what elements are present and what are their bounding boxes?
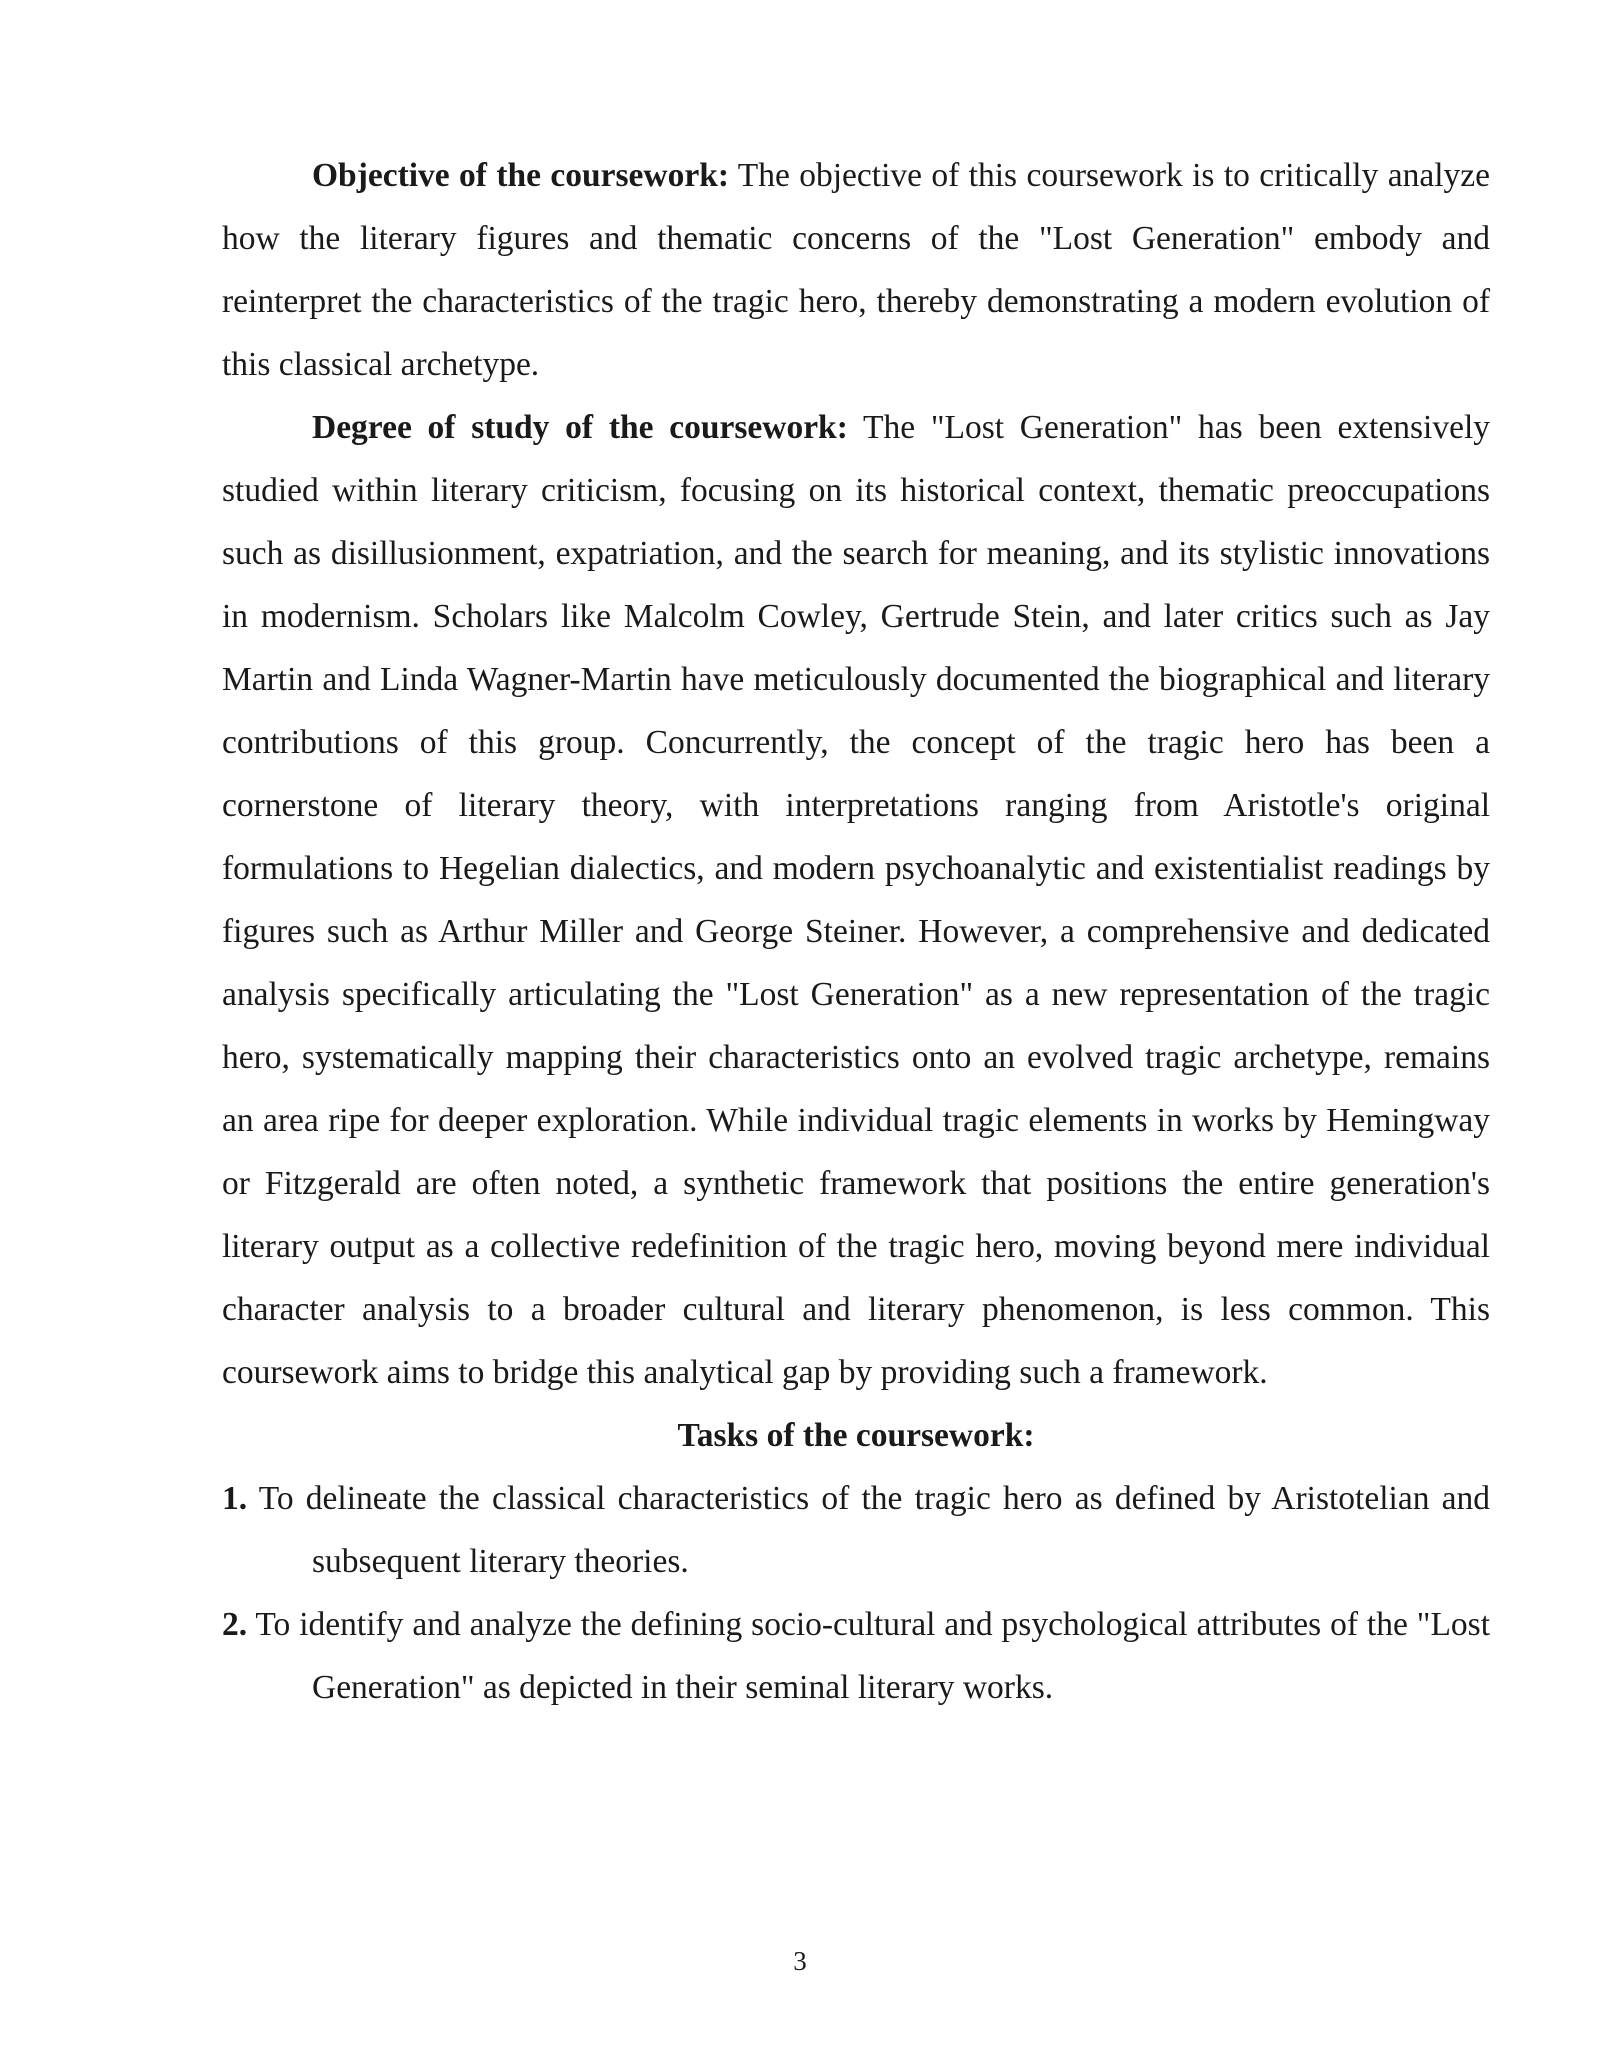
task-text: To identify and analyze the defining socio-cultural and psychological attributes of the "Lost Generation" as depicted in their seminal literary works.: [247, 1606, 1490, 1706]
tasks-heading: Tasks of the coursework:: [677, 1417, 1035, 1454]
task-item-2: [222, 1593, 1490, 1719]
page-number: 3: [793, 1946, 807, 1976]
task-number: 2.: [222, 1606, 248, 1643]
document-page: [222, 144, 1490, 1719]
task-item-1: [222, 1467, 1490, 1593]
task-text: To delineate the classical characteristics of the tragic hero as defined by Aristotelian and subsequent literary theories.: [247, 1480, 1490, 1580]
degree-paragraph: [222, 396, 1490, 1404]
objective-label: Objective of the coursework:: [312, 157, 729, 194]
task-number: 1.: [222, 1480, 248, 1517]
objective-text: The objective of this coursework is to critically analyze how the literary figures and thematic concerns of the "Lost Generation" embody and reinterpret the characteristics of the tragic hero, thereby demonstrating a modern evolution of this classical archetype.: [222, 157, 1490, 383]
objective-paragraph: [222, 144, 1490, 396]
degree-label: Degree of study of the coursework:: [312, 409, 848, 446]
degree-text: The "Lost Generation" has been extensively studied within literary criticism, focusing on its historical context, thematic preoccupations such as disillusionment, expatriation, and the search for meaning, and its stylistic innovations in modernism. Scholars like Malcolm Cowley, Gertrude Stein, and later critics such as Jay Martin and Linda Wagner-Martin have meticulously documented the biographical and literary contributions of this group. Concurrently, the concept of the tragic hero has been a cornerstone of literary theory, with interpretations ranging from Aristotle's original formulations to Hegelian dialectics, and modern psychoanalytic and existentialist readings by figures such as Arthur Miller and George Steiner. However, a comprehensive and dedicated analysis specifically articulating the "Lost Generation" as a new representation of the tragic hero, systematically mapping their characteristics onto an evolved tragic archetype, remains an area ripe for deeper exploration. While individual tragic elements in works by Hemingway or Fitzgerald are often noted, a synthetic framework that positions the entire generation's literary output as a collective redefinition of the tragic hero, moving beyond mere individual character analysis to a broader cultural and literary phenomenon, is less common. This coursework aims to bridge this analytical gap by providing such a framework.: [222, 409, 1491, 1391]
